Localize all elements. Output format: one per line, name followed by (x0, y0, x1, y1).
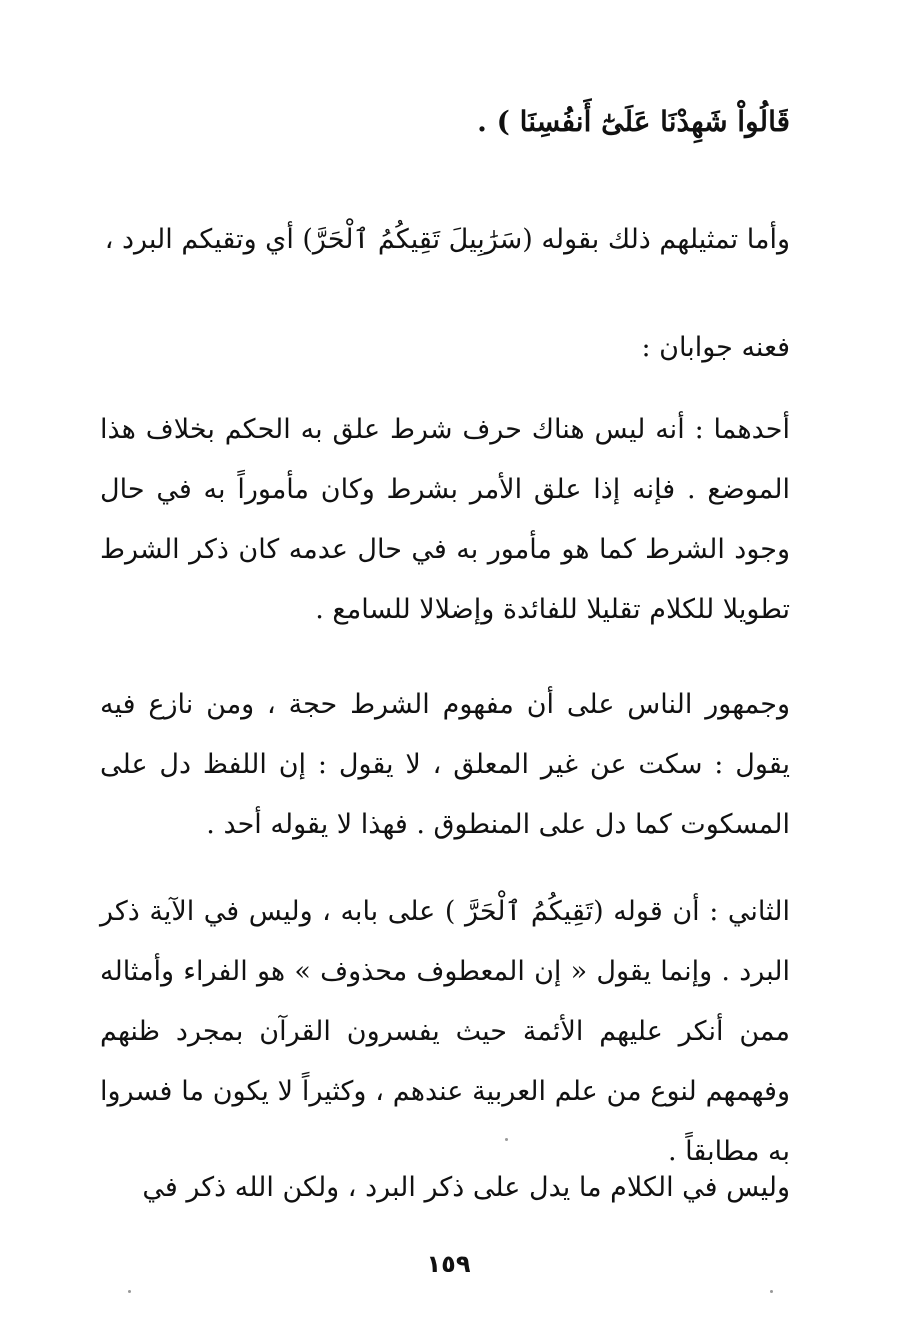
paragraph-5-block (100, 882, 790, 1182)
paragraph-1: وأما تمثيلهم ذلك بقوله (سَرَٰبِيلَ تَقِيكُمُ ٱلْحَرَّ) أي وتقيكم البرد ، (104, 224, 790, 255)
page-number: ١٥٩ (426, 1250, 471, 1278)
speck-mark (128, 1290, 131, 1293)
paragraph-2-block (100, 318, 790, 378)
paragraph-3-block (100, 400, 790, 640)
paragraph-4-block (100, 675, 790, 855)
paragraph-2: فعنه جوابان : (641, 332, 790, 363)
paragraph-6-block (100, 1158, 790, 1218)
paragraph-6: وليس في الكلام ما يدل على ذكر البرد ، ولكن الله ذكر في (142, 1172, 790, 1203)
paragraph-1-block (100, 210, 790, 270)
paragraph-4: وجمهور الناس على أن مفهوم الشرط حجة ، ومن نازع فيه يقول : سكت عن غير المعلق ، لا يقول : إن اللفظ دل على المسكوت كما دل على المنطوق . فهذا لا يقوله أحد . (100, 689, 790, 840)
paragraph-5: الثاني : أن قوله (تَقِيكُمُ ٱلْحَرَّ ) على بابه ، وليس في الآية ذكر البرد . وإنما يقول « إن المعطوف محذوف » هو الفراء وأمثاله ممن أنكر عليهم الأئمة حيث يفسرون القرآن بمجرد ظنهم وفهمهم لنوع من علم العربية عندهم ، وكثيراً لا يكون ما فسروا به مطابقاً . (100, 896, 790, 1167)
paragraph-3: أحدهما : أنه ليس هناك حرف شرط علق به الحكم بخلاف هذا الموضع . فإنه إذا علق الأمر بشرط وكان مأموراً به في حال وجود الشرط كما هو مأمور به في حال عدمه كان ذكر الشرط تطويلا للكلام تقليلا للفائدة وإضلالا للسامع . (100, 414, 790, 625)
speck-mark (770, 1290, 773, 1293)
verse-line: قَالُواْ شَهِدْنَا عَلَىٰٓ أَنفُسِنَا ) . (477, 105, 790, 138)
verse-line-block (100, 92, 790, 152)
speck-mark (505, 1138, 508, 1141)
